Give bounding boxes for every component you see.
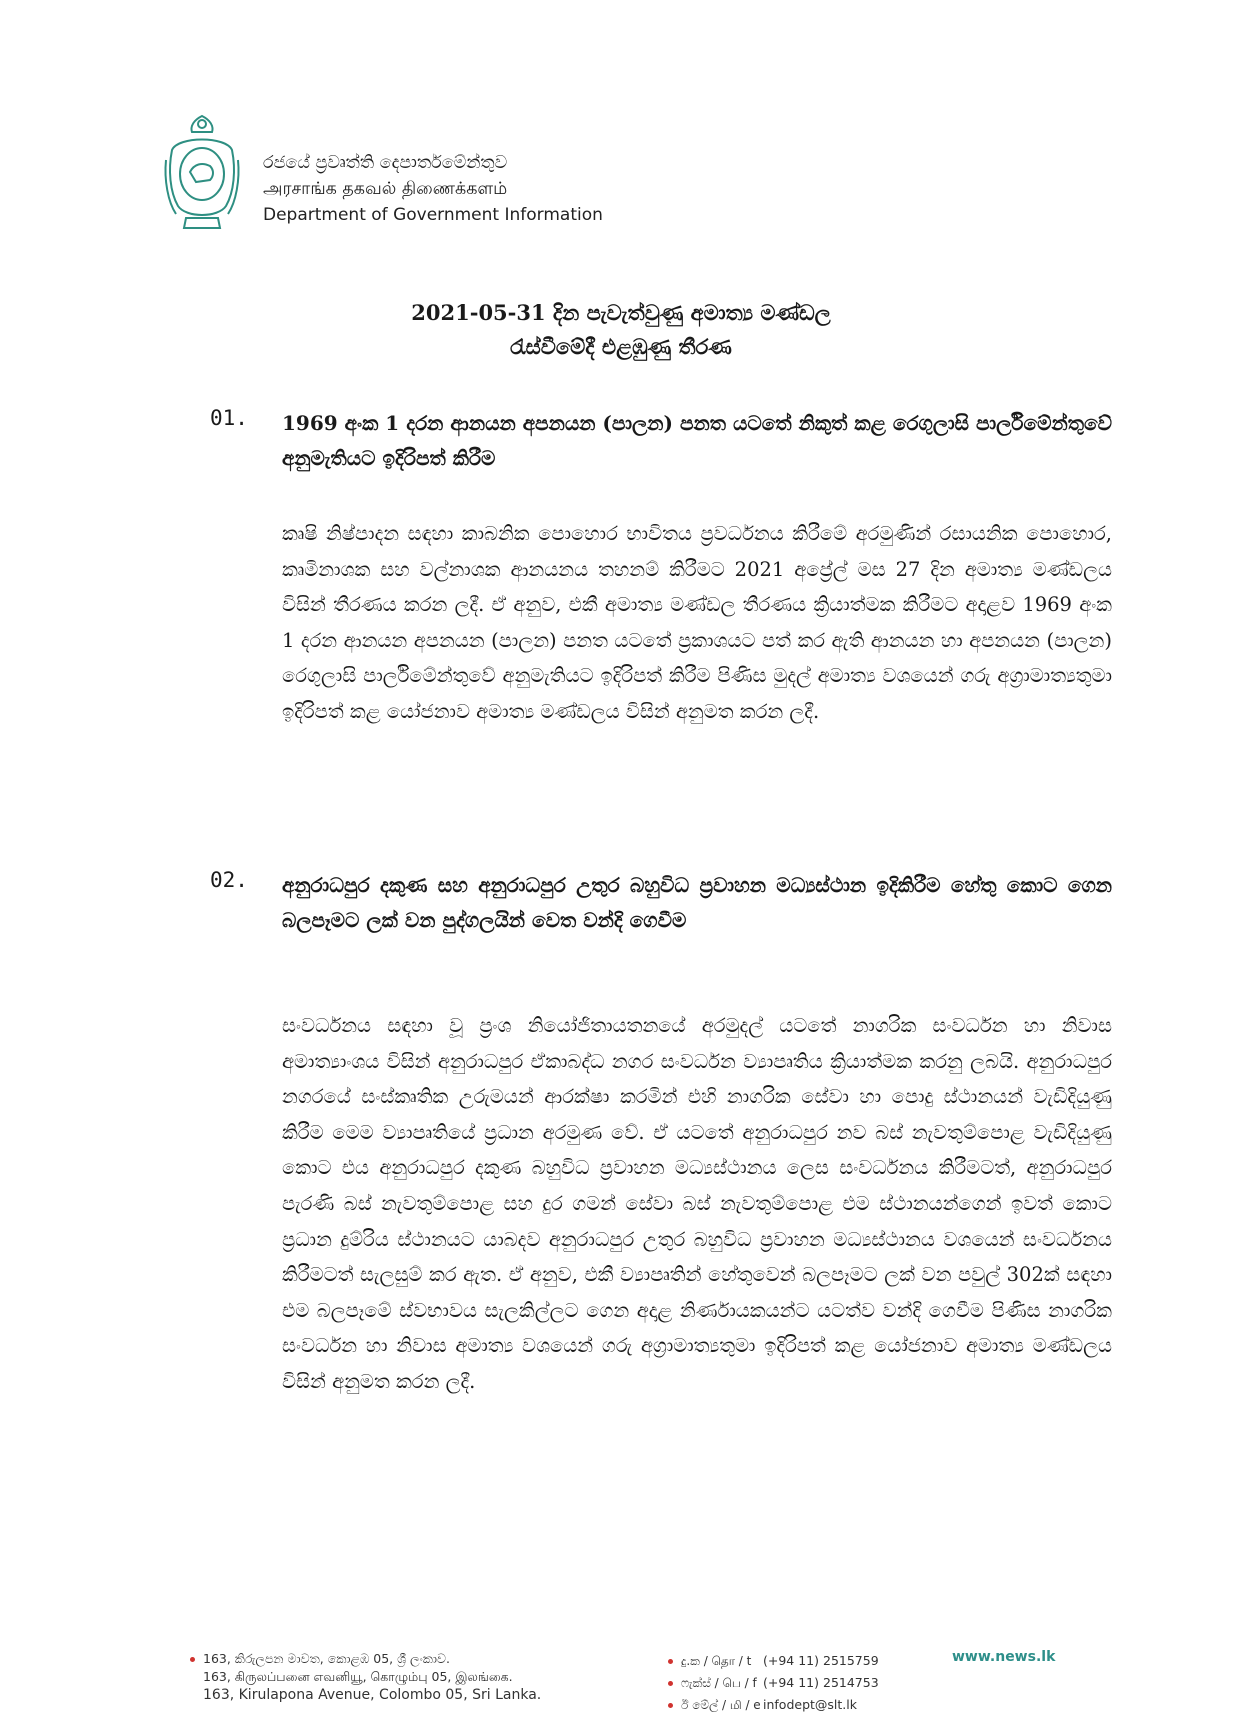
email-address: infodept@slt.lk [763, 1697, 857, 1712]
footer-contact [668, 1650, 879, 1716]
department-name-sinhala: රජයේ ප්‍රවෘත්ති දෙපාර්තමේන්තුව [263, 153, 508, 173]
decision-body: කෘෂි නිෂ්පාදන සඳහා කාබනික පොහොර භාවිතය ප්‍රවර්ධනය කිරීමේ අරමුණින් රසායනික පොහොර, කෘමිනාශක සහ වල්නාශක ආනයනය තහනම් කිරීමට 2021 අප්‍රේල් මස 27 දින අමාත්‍ය මණ්ඩලය විසින් තීරණය කරන ලදී. ඒ අනුව, එකී අමාත්‍ය මණ්ඩල තීරණය ක්‍රියාත්මක කිරීමට අදාළව 1969 අංක 1 දරන ආනයන අපනයන (පාලන) පනත යටතේ ප්‍රකාශයට පත් කර ඇති ආනයන හා අපනයන (පාලන) රෙගුලාසි පාර්ලිමේන්තුවේ අනුමැතියට ඉදිරිපත් කිරීම පිණිස මුදල් අමාත්‍ය වශයෙන් ගරු අග්‍රාමාත්‍යතුමා ඉදිරිපත් කළ යෝජනාව අමාත්‍ය මණ්ඩලය විසින් අනුමත කරන ලදී. [282, 522, 1112, 723]
bullet-icon [668, 1681, 673, 1686]
bullet-icon [190, 1657, 195, 1662]
sri-lanka-emblem-icon [160, 110, 244, 234]
email-label: ඊ මේල් / மி / e [681, 1698, 761, 1712]
address-english: 163, Kirulapona Avenue, Colombo 05, Sri Lanka. [203, 1687, 542, 1703]
bullet-icon [668, 1659, 673, 1664]
department-name-tamil: அரசாங்க தகவல் திணைக்களம் [263, 179, 508, 199]
department-name-block [263, 150, 603, 228]
fax-label: ෆැක්ස් / பெ / f [681, 1676, 757, 1690]
page-title [0, 296, 1242, 364]
title-line-2: රැස්වීමේදී එළඹුණු තීරණ [510, 334, 732, 359]
decision-number: 01. [210, 406, 248, 430]
bullet-icon [668, 1703, 673, 1708]
fax-number: (+94 11) 2514753 [763, 1675, 879, 1690]
decision-heading: අනුරාධපුර දකුණ සහ අනුරාධපුර උතුර බහුවිධ ප්‍රවාහන මධ්‍යස්ථාන ඉදිකිරීම හේතු කොට ගෙන බලපෑමට ලක් වන පුද්ගලයින් වෙත වන්දි ගෙවීම [282, 873, 1112, 932]
decision-heading: 1969 අංක 1 දරන ආනයන අපනයන (පාලන) පනත යටතේ නිකුත් කළ රෙගුලාසි පාර්ලිමේන්තුවේ අනුමැතියට ඉදිරිපත් කිරීම [282, 411, 1112, 470]
decision-body: සංවර්ධනය සඳහා වූ ප්‍රංශ නියෝජිතායතනයේ අරමුදල් යටතේ නාගරික සංවර්ධන හා නිවාස අමාත්‍යාංශය විසින් අනුරාධපුර ඒකාබද්ධ නගර සංවර්ධන ව්‍යාපෘතිය ක්‍රියාත්මක කරනු ලබයි. අනුරාධපුර නගරයේ සංස්කෘතික උරුමයන් ආරක්ෂා කරමින් එහි නාගරික සේවා හා පොදු ස්ථානයන් වැඩිදියුණු කිරීම මෙම ව්‍යාපෘතියේ ප්‍රධාන අරමුණ වේ. ඒ යටතේ අනුරාධපුර නව බස් නැවතුම්පොළ වැඩිදියුණු කොට එය අනුරාධපුර දකුණ බහුවිධ ප්‍රවාහන මධ්‍යස්ථානය ලෙස සංවර්ධනය කිරීමටත්, අනුරාධපුර පැරණි බස් නැවතුම්පොළ සහ දුර ගමන් සේවා බස් නැවතුම්පොළ එම ස්ථානයන්ගෙන් ඉවත් කොට ප්‍රධාන දුම්රිය ස්ථානයට යාබදව අනුරාධපුර උතුර බහුවිධ ප්‍රවාහන මධ්‍යස්ථානය වශයෙන් සංවර්ධනය කිරීමටත් සැලසුම් කර ඇත. ඒ අනුව, එකී ව්‍යාපෘතින් හේතුවෙන් බලපෑමට ලක් වන පවුල් 302ක් සඳහා එම බලපෑමේ ස්වභාවය සැලකිල්ලට ගෙන අදාළ නිර්ණායකයන්ට යටත්ව වන්දි ගෙවීම පිණිස නාගරික සංවර්ධන හා නිවාස අමාත්‍ය වශයෙන් ගරු අග්‍රාමාත්‍යතුමා ඉදිරිපත් කළ යෝජනාව අමාත්‍ය මණ්ඩලය විසින් අනුමත කරන ලදී. [282, 1014, 1112, 1393]
phone-label: දු.ක / தொ / t [681, 1654, 752, 1668]
title-line-1: 2021-05-31 දින පැවැත්වුණු අමාත්‍ය මණ්ඩල [411, 300, 831, 325]
website-link[interactable]: www.news.lk [952, 1649, 1056, 1665]
department-name-english: Department of Government Information [263, 205, 603, 225]
phone-number: (+94 11) 2515759 [763, 1653, 879, 1668]
decision-number: 02. [210, 868, 248, 892]
address-sinhala: 163, කිරුලපන මාවත, කොළඹ 05, ශ්‍රී ලංකාව. [203, 1651, 450, 1666]
footer-address [190, 1650, 541, 1704]
address-tamil: 163, கிருலப்பனை எவனியூ, கொழும்பு 05, இலங்கை. [203, 1669, 513, 1684]
